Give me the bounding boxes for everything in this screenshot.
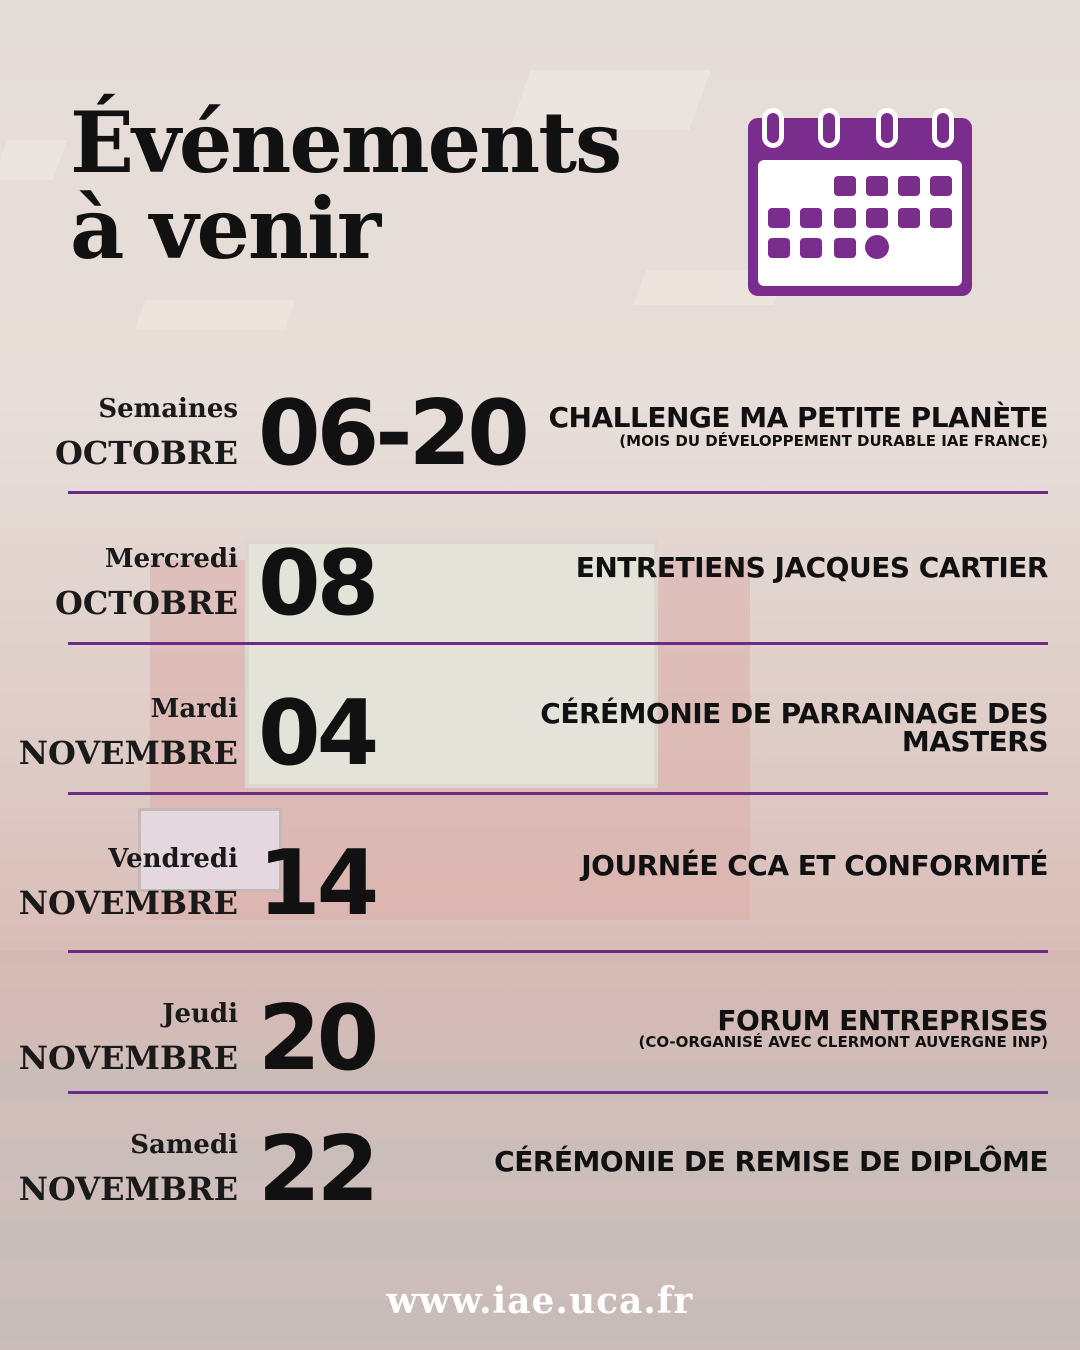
event-title: CÉRÉMONIE DE REMISE DE DIPLÔME	[494, 1145, 1048, 1178]
event-day: Mardi	[150, 694, 238, 724]
event-day: Mercredi	[104, 544, 238, 574]
event-month: NOVEMBRE	[18, 884, 238, 922]
divider	[68, 491, 1048, 494]
divider	[68, 642, 1048, 645]
event-day: Semaines	[98, 394, 238, 424]
event-subtitle: (CO-ORGANISÉ AVEC CLERMONT AUVERGNE INP)	[638, 1033, 1048, 1051]
event-row	[0, 986, 1080, 1147]
event-month: NOVEMBRE	[18, 734, 238, 772]
event-title: ENTRETIENS JACQUES CARTIER	[575, 551, 1048, 584]
event-subtitle: (MOIS DU DÉVELOPPEMENT DURABLE IAE FRANCE)	[619, 432, 1048, 450]
event-day: Samedi	[130, 1130, 238, 1160]
event-row	[0, 531, 1080, 692]
calendar-icon	[748, 108, 972, 298]
event-date-number: 22	[258, 1117, 376, 1222]
event-month: OCTOBRE	[54, 434, 238, 472]
divider	[68, 950, 1048, 953]
event-month: NOVEMBRE	[18, 1170, 238, 1208]
event-month: NOVEMBRE	[18, 1039, 238, 1077]
event-date-number: 14	[258, 831, 376, 936]
event-title: CÉRÉMONIE DE PARRAINAGE DES MASTERS	[540, 697, 1048, 758]
event-title: FORUM ENTREPRISES	[717, 1004, 1048, 1037]
event-day: Jeudi	[162, 999, 238, 1029]
event-date-number: 08	[258, 531, 376, 636]
website-url[interactable]: www.iae.uca.fr	[386, 1280, 694, 1322]
event-row	[0, 831, 1080, 992]
event-date-number: 04	[258, 681, 376, 786]
event-date-number: 20	[258, 986, 376, 1091]
event-row	[0, 1117, 1080, 1278]
event-day: Vendredi	[108, 844, 238, 874]
event-month: OCTOBRE	[54, 584, 238, 622]
divider	[68, 1091, 1048, 1094]
page-title	[70, 93, 621, 278]
event-date-number: 06-20	[258, 381, 526, 486]
title-line-1: Événements	[70, 93, 621, 192]
divider	[68, 792, 1048, 795]
event-title: CHALLENGE MA PETITE PLANÈTE	[548, 401, 1048, 434]
event-row	[0, 681, 1080, 842]
event-title: JOURNÉE CCA ET CONFORMITÉ	[581, 849, 1048, 882]
event-row	[0, 381, 1080, 542]
title-line-2: à venir	[70, 179, 380, 278]
